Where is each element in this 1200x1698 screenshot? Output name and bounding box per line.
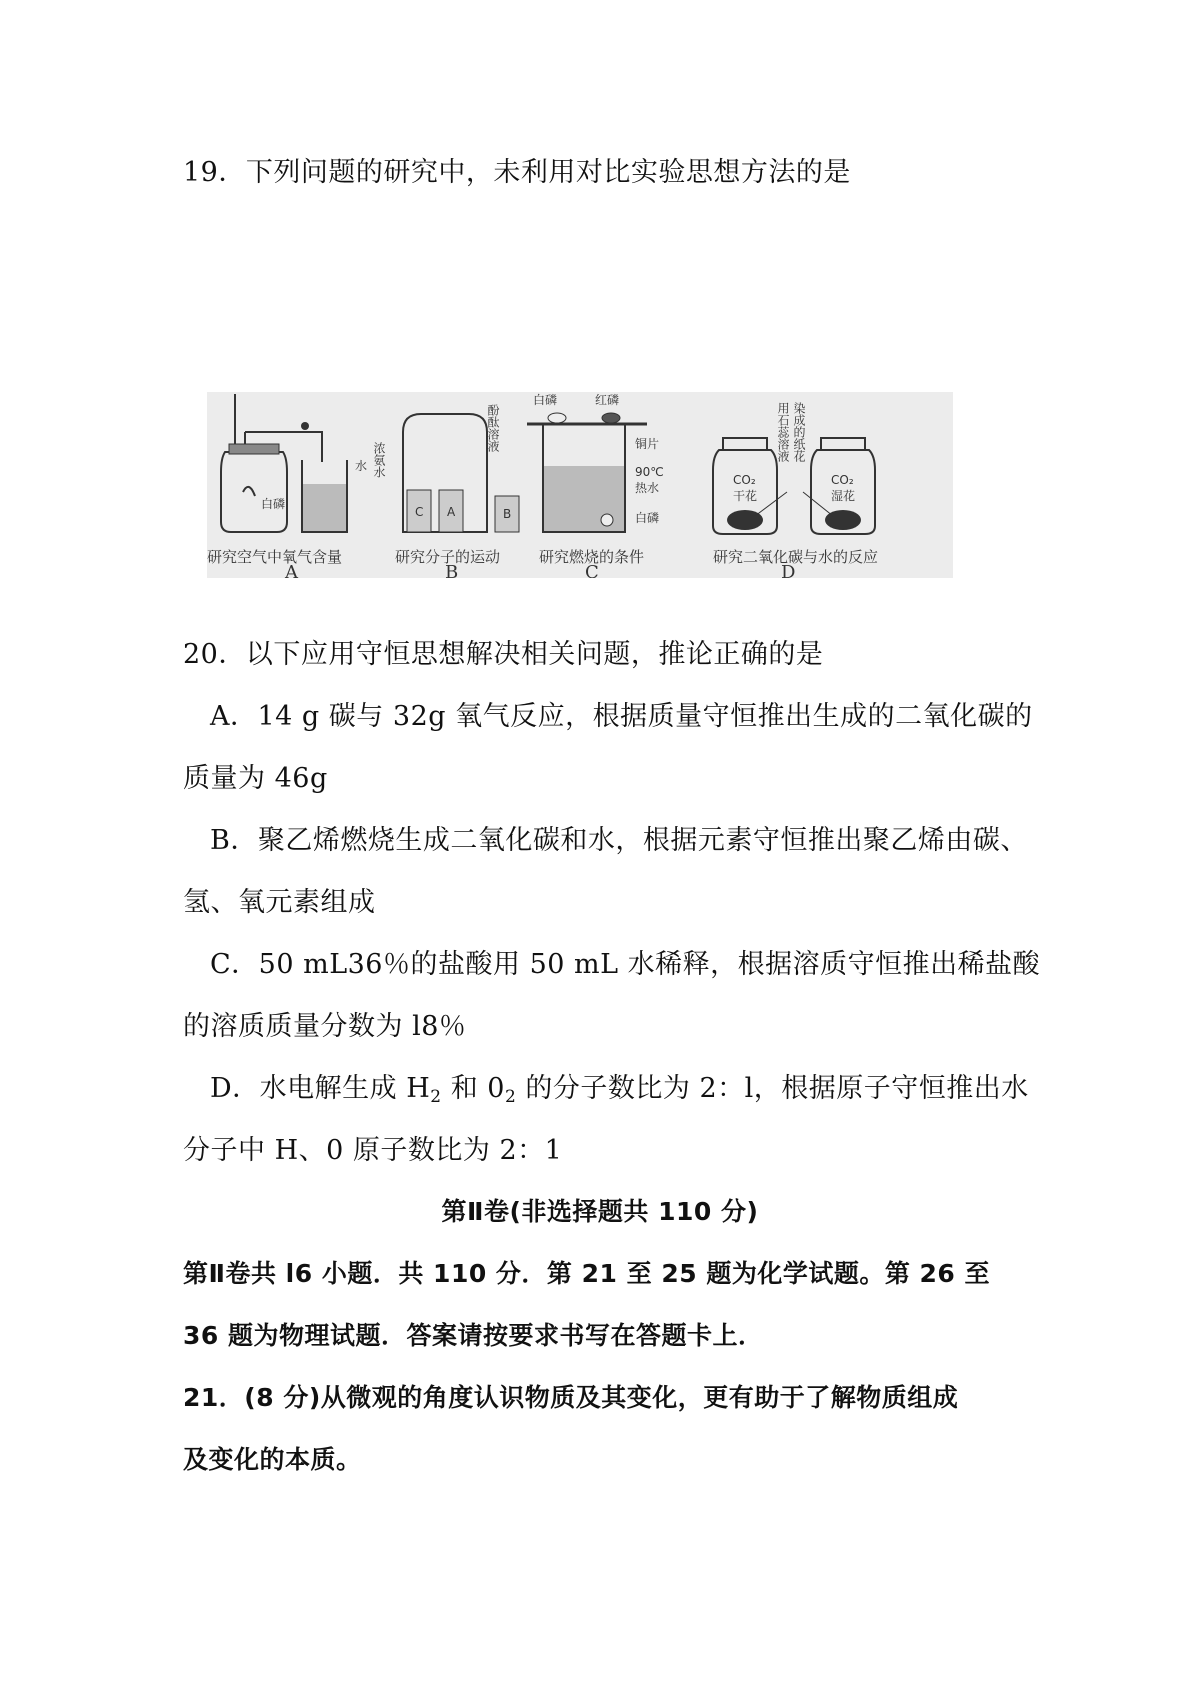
letter-c: C (585, 562, 599, 578)
panel-d (713, 401, 878, 578)
d-post: 的分子数比为 2：l，根据原子守恒推出水 (516, 1073, 1029, 1104)
q20-stem: 20．以下应用守恒思想解决相关问题，推论正确的是 (183, 639, 824, 670)
label-white-phosphorus-c1: 白磷 (533, 393, 558, 407)
caption-a: 研究空气中氧气含量 (207, 548, 343, 566)
d-pre: D．水电解生成 H (210, 1073, 431, 1104)
q20-option-c-line1: C．50 mL36％的盐酸用 50 mL 水稀释，根据溶质守恒推出稀盐酸 (210, 949, 1041, 980)
label-co2-dry: CO₂ (733, 473, 756, 487)
beaker-c-label: C (415, 505, 424, 519)
label-co2-wet: CO₂ (831, 473, 854, 487)
q20-option-d-line2: 分子中 H、0 原子数比为 2：1 (183, 1135, 563, 1166)
letter-d: D (781, 562, 796, 578)
label-white-phosphorus-a: 白磷 (261, 497, 286, 511)
label-copper: 铜片 (635, 437, 660, 451)
label-red-phosphorus: 红磷 (595, 393, 620, 407)
panel-c (527, 392, 664, 578)
o2-subscript: 2 (504, 1087, 517, 1107)
label-dry-flower: 干花 (733, 489, 758, 503)
part2-title: 第Ⅱ卷(非选择题共 110 分) (441, 1197, 759, 1226)
letter-b: B (445, 562, 459, 578)
label-dyed-paper-flower: 染成的纸花 (792, 402, 806, 462)
label-wet-flower: 湿花 (831, 489, 856, 503)
q20-option-a-line2: 质量为 46g (183, 763, 328, 794)
caption-d: 研究二氧化碳与水的反应 (713, 548, 879, 566)
q19-experiment-figure (207, 392, 953, 578)
letter-a: A (285, 562, 298, 578)
label-hot-water: 热水 (635, 481, 660, 495)
part2-instructions-line2: 36 题为物理试题．答案请按要求书写在答题卡上． (183, 1321, 764, 1350)
caption-b: 研究分子的运动 (395, 548, 501, 566)
beaker-b-label: B (503, 507, 512, 521)
h2-subscript: 2 (430, 1087, 442, 1107)
q20-option-d-line1 (210, 1066, 1029, 1105)
q21-stem-line1: 21．(8 分)从微观的角度认识物质及其变化，更有助于了解物质组成 (183, 1383, 959, 1412)
label-ammonia: 浓氨水 (372, 442, 386, 478)
panel-b (372, 404, 519, 578)
caption-c: 研究燃烧的条件 (539, 548, 645, 566)
q21-stem-line2: 及变化的本质。 (183, 1445, 362, 1474)
label-temperature: 90℃ (635, 465, 664, 479)
q20-option-c-line2: 的溶质质量分数为 l8％ (183, 1011, 467, 1042)
part2-instructions-line1: 第Ⅱ卷共 l6 小题．共 110 分．第 21 至 25 题为化学试题。第 26 至 (183, 1259, 991, 1288)
label-water-a: 水 (355, 459, 368, 473)
d-mid: 和 0 (441, 1073, 505, 1104)
label-phenolphthalein: 酚酞溶液 (486, 404, 500, 452)
q20-option-a-line1: A．14 g 碳与 32g 氧气反应，根据质量守恒推出生成的二氧化碳的 (210, 701, 1033, 732)
beaker-a-label: A (447, 505, 456, 519)
label-white-phosphorus-c2: 白磷 (635, 511, 660, 525)
q20-option-b-line2: 氢、氧元素组成 (183, 887, 376, 918)
panel-a (207, 392, 367, 578)
q20-option-b-line1: B．聚乙烯燃烧生成二氧化碳和水，根据元素守恒推出聚乙烯由碳、 (210, 825, 1028, 856)
experiment-diagram (207, 392, 953, 578)
q19-stem: 19．下列问题的研究中，未利用对比实验思想方法的是 (183, 157, 851, 188)
label-litmus-solution: 用石蕊溶液 (776, 402, 790, 462)
